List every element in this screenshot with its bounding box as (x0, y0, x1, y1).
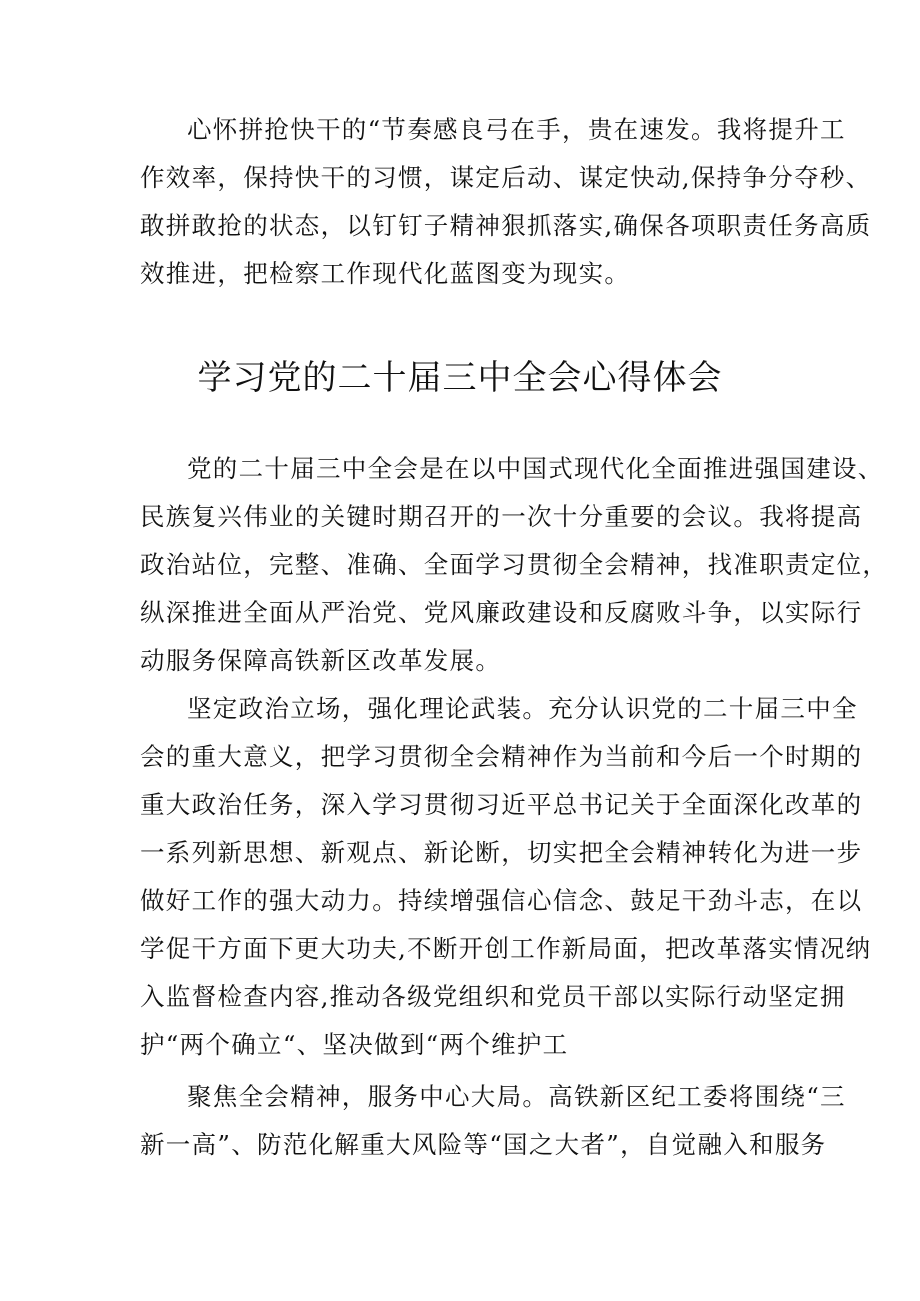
paragraph-3-line-8: 护“两个确立“、坚决做到“两个维护工 (140, 1030, 569, 1059)
paragraph-2 (140, 445, 889, 685)
paragraph-3-line-3: 重大政治任务，深入学习贯彻习近平总书记关于全面深化改革的 (140, 790, 863, 819)
paragraph-1-line-3: 敢拼敢抢的状态，以钉钉子精神狠抓落实,确保各项职责任务高质 (140, 211, 872, 240)
paragraph-2-line-2: 民族复兴伟业的关键时期召开的一次十分重要的会议。我将提高 (140, 502, 863, 531)
document-title: 学习党的二十届三中全会心得体会 (197, 358, 723, 398)
paragraph-3-line-2: 会的重大意义，把学习贯彻全会精神作为当前和今后一个时期的 (140, 742, 863, 771)
paragraph-1-line-2: 作效率，保持快干的习惯，谋定后动、谋定快动,保持争分夺秒、 (140, 163, 872, 192)
paragraph-2-line-5: 动服务保障高铁新区改革发展。 (140, 646, 502, 675)
paragraph-2-line-4: 纵深推进全面从严治党、党风廉政建设和反腐败斗争，以实际行 (140, 598, 863, 627)
paragraph-3-line-7: 入监督检查内容,推动各级党组织和党员干部以实际行动坚定拥 (140, 982, 846, 1011)
paragraph-4-line-2: 新一高”、防范化解重大风险等“国之大者”，自觉融入和服务 (140, 1130, 827, 1159)
paragraph-1-line-1: 心怀拼抢快干的“节奏感良弓在手，贵在速发。我将提升工 (187, 115, 846, 144)
paragraph-2-line-1: 党的二十届三中全会是在以中国式现代化全面推进强国建设、 (187, 454, 884, 483)
paragraph-4-line-1: 聚焦全会精神，服务中心大局。高铁新区纪工委将围绕“三 (187, 1082, 846, 1111)
paragraph-3-line-4: 一系列新思想、新观点、新论断，切实把全会精神转化为进一步 (140, 838, 863, 867)
paragraph-3-line-5: 做好工作的强大动力。持续增强信心信念、鼓足干劲斗志，在以 (140, 886, 863, 915)
paragraph-3-line-6: 学促干方面下更大功夫,不断开创工作新局面，把改革落实情况纳 (140, 934, 872, 963)
paragraph-3 (140, 685, 872, 1069)
paragraph-2-line-3: 政治站位，完整、准确、全面学习贯彻全会精神，找准职责定位， (140, 550, 889, 579)
paragraph-1 (140, 106, 872, 298)
paragraph-3-line-1: 坚定政治立场，强化理论武装。充分认识党的二十届三中全 (187, 694, 858, 723)
paragraph-4 (140, 1073, 846, 1169)
paragraph-1-line-4: 效推进，把检察工作现代化蓝图变为现实。 (140, 259, 631, 288)
